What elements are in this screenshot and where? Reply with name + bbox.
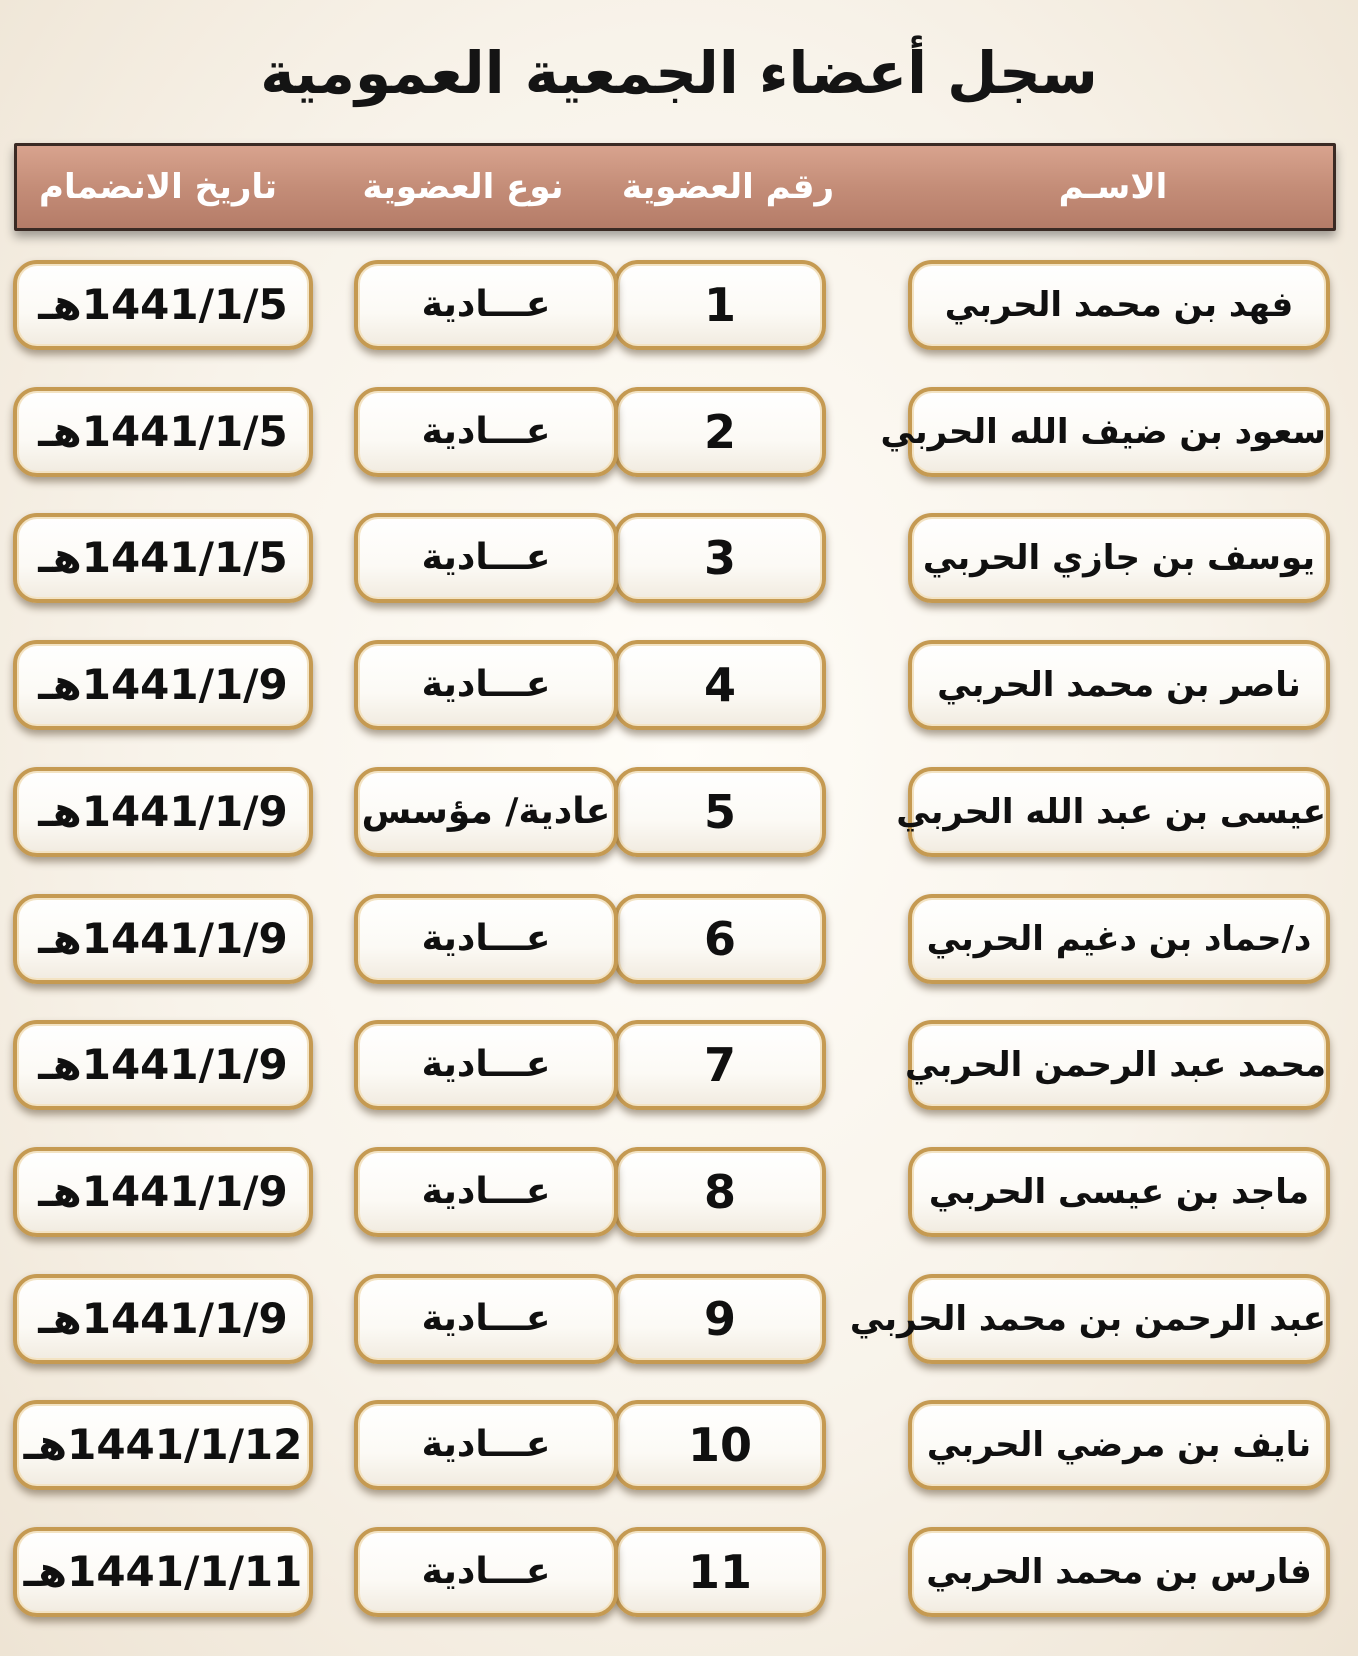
member-number: 5: [614, 767, 826, 857]
member-number: 6: [614, 894, 826, 984]
table-row: [0, 640, 1358, 736]
join-date: 1441/1/9هـ: [13, 894, 313, 984]
member-number: 7: [614, 1020, 826, 1110]
member-number: 9: [614, 1274, 826, 1364]
membership-type: عـــادية: [354, 1274, 618, 1364]
page-title: سجل أعضاء الجمعية العمومية: [260, 39, 1098, 107]
membership-type: عـــادية: [354, 894, 618, 984]
member-number: 1: [614, 260, 826, 350]
membership-type: عـــادية: [354, 1020, 618, 1110]
header-join-date: تاريخ الانضمام: [39, 167, 277, 207]
member-name: نايف بن مرضي الحربي: [908, 1400, 1330, 1490]
join-date: 1441/1/12هـ: [13, 1400, 313, 1490]
table-row: [0, 260, 1358, 356]
membership-type: عـــادية: [354, 640, 618, 730]
join-date: 1441/1/5هـ: [13, 513, 313, 603]
table-row: [0, 1400, 1358, 1496]
table-row: [0, 894, 1358, 990]
member-number: 8: [614, 1147, 826, 1237]
membership-type: عـــادية: [354, 1400, 618, 1490]
join-date: 1441/1/9هـ: [13, 1020, 313, 1110]
member-name: عبد الرحمن بن محمد الحربي: [908, 1274, 1330, 1364]
member-name: د/حماد بن دغيم الحربي: [908, 894, 1330, 984]
table-row: [0, 513, 1358, 609]
join-date: 1441/1/9هـ: [13, 767, 313, 857]
header-member-number: رقم العضوية: [621, 167, 835, 207]
member-name: ناصر بن محمد الحربي: [908, 640, 1330, 730]
member-name: فهد بن محمد الحربي: [908, 260, 1330, 350]
table-row: [0, 1274, 1358, 1370]
join-date: 1441/1/11هـ: [13, 1527, 313, 1617]
membership-type: عـــادية: [354, 1147, 618, 1237]
member-name: يوسف بن جازي الحربي: [908, 513, 1330, 603]
join-date: 1441/1/9هـ: [13, 640, 313, 730]
join-date: 1441/1/9هـ: [13, 1274, 313, 1364]
membership-type: عادية/ مؤسس: [354, 767, 618, 857]
table-row: [0, 1527, 1358, 1623]
header-membership-type: نوع العضوية: [362, 167, 564, 207]
member-name: عيسى بن عبد الله الحربي: [908, 767, 1330, 857]
membership-type: عـــادية: [354, 1527, 618, 1617]
membership-type: عـــادية: [354, 513, 618, 603]
membership-type: عـــادية: [354, 260, 618, 350]
join-date: 1441/1/5هـ: [13, 387, 313, 477]
membership-type: عـــادية: [354, 387, 618, 477]
member-name: ماجد بن عيسى الحربي: [908, 1147, 1330, 1237]
member-name: محمد عبد الرحمن الحربي: [908, 1020, 1330, 1110]
member-number: 3: [614, 513, 826, 603]
table-row: [0, 387, 1358, 483]
join-date: 1441/1/5هـ: [13, 260, 313, 350]
table-row: [0, 1020, 1358, 1116]
table-row: [0, 767, 1358, 863]
table-header: [14, 143, 1336, 231]
member-name: فارس بن محمد الحربي: [908, 1527, 1330, 1617]
member-number: 2: [614, 387, 826, 477]
member-number: 10: [614, 1400, 826, 1490]
member-number: 4: [614, 640, 826, 730]
member-name: سعود بن ضيف الله الحربي: [908, 387, 1330, 477]
header-name: الاسـم: [1058, 167, 1168, 207]
table-row: [0, 1147, 1358, 1243]
member-number: 11: [614, 1527, 826, 1617]
join-date: 1441/1/9هـ: [13, 1147, 313, 1237]
